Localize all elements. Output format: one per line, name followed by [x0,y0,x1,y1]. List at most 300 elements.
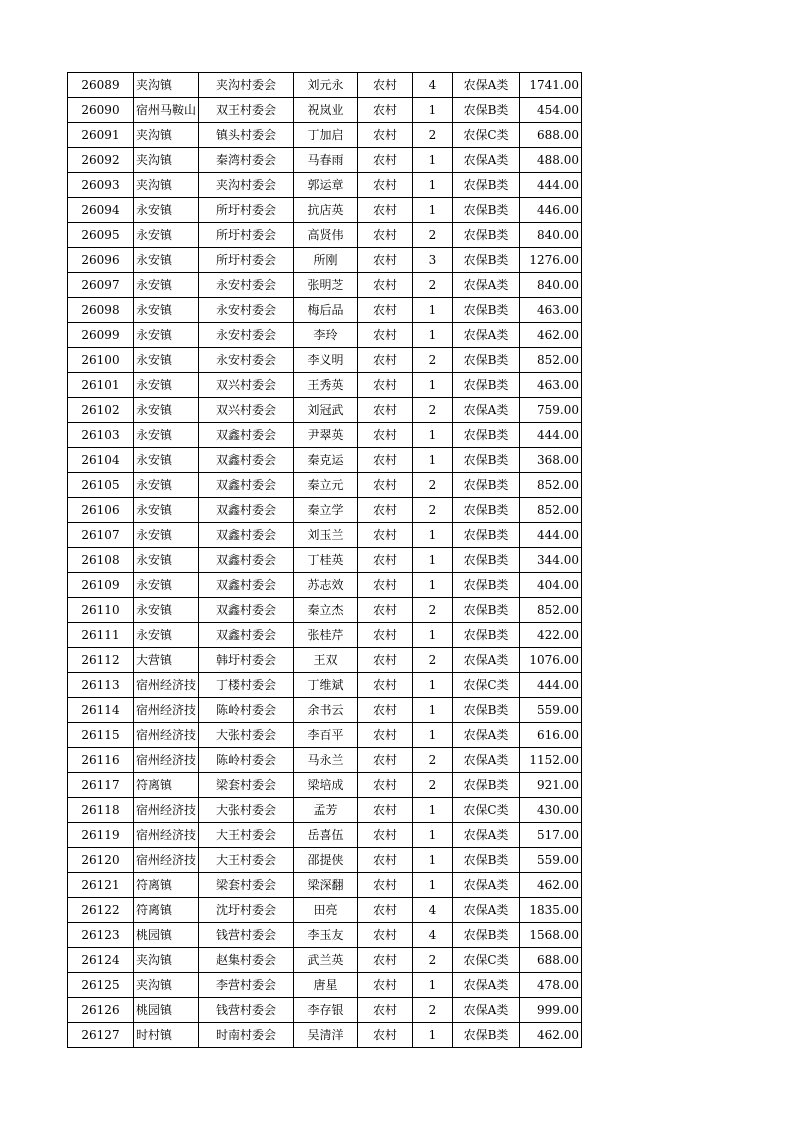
table-row [68,448,582,473]
village-committee-cell: 双兴村委会 [199,373,294,398]
village-committee-cell: 赵集村委会 [199,948,294,973]
household-type-cell: 农村 [358,573,413,598]
person-name-cell: 秦立元 [294,473,358,498]
household-type-cell: 农村 [358,123,413,148]
town-cell: 永安镇 [134,598,199,623]
member-count-cell: 4 [413,898,453,923]
member-count-cell: 1 [413,523,453,548]
member-count-cell: 1 [413,173,453,198]
member-count-cell: 1 [413,298,453,323]
member-count-cell: 1 [413,98,453,123]
member-count-cell: 1 [413,548,453,573]
person-name-cell: 李百平 [294,723,358,748]
member-count-cell: 1 [413,673,453,698]
person-name-cell: 武兰英 [294,948,358,973]
record-id-cell: 26124 [68,948,134,973]
member-count-cell: 1 [413,323,453,348]
person-name-cell: 刘冠武 [294,398,358,423]
person-name-cell: 秦克运 [294,448,358,473]
table-row [68,323,582,348]
village-committee-cell: 李营村委会 [199,973,294,998]
town-cell: 永安镇 [134,373,199,398]
person-name-cell: 田亮 [294,898,358,923]
table-row [68,298,582,323]
person-name-cell: 王双 [294,648,358,673]
village-committee-cell: 夹沟村委会 [199,73,294,98]
record-id-cell: 26098 [68,298,134,323]
record-id-cell: 26123 [68,923,134,948]
village-committee-cell: 双鑫村委会 [199,448,294,473]
town-cell: 永安镇 [134,273,199,298]
record-id-cell: 26091 [68,123,134,148]
record-id-cell: 26122 [68,898,134,923]
record-id-cell: 26094 [68,198,134,223]
record-id-cell: 26097 [68,273,134,298]
person-name-cell: 王秀英 [294,373,358,398]
table-row [68,373,582,398]
amount-cell: 688.00 [520,948,582,973]
town-cell: 宿州经济技 [134,748,199,773]
member-count-cell: 4 [413,73,453,98]
member-count-cell: 1 [413,798,453,823]
amount-cell: 444.00 [520,423,582,448]
village-committee-cell: 双鑫村委会 [199,523,294,548]
village-committee-cell: 钱营村委会 [199,998,294,1023]
insurance-category-cell: 农保C类 [453,123,520,148]
roster-body [68,73,582,1048]
amount-cell: 462.00 [520,1023,582,1048]
town-cell: 夹沟镇 [134,123,199,148]
town-cell: 宿州经济技 [134,673,199,698]
record-id-cell: 26089 [68,73,134,98]
insurance-category-cell: 农保A类 [453,873,520,898]
amount-cell: 404.00 [520,573,582,598]
household-type-cell: 农村 [358,148,413,173]
town-cell: 永安镇 [134,423,199,448]
town-cell: 宿州经济技 [134,798,199,823]
member-count-cell: 4 [413,923,453,948]
insurance-category-cell: 农保B类 [453,373,520,398]
insurance-category-cell: 农保B类 [453,98,520,123]
record-id-cell: 26119 [68,823,134,848]
amount-cell: 852.00 [520,598,582,623]
village-committee-cell: 双鑫村委会 [199,473,294,498]
town-cell: 夹沟镇 [134,973,199,998]
household-type-cell: 农村 [358,498,413,523]
insurance-category-cell: 农保B类 [453,423,520,448]
town-cell: 永安镇 [134,398,199,423]
member-count-cell: 1 [413,698,453,723]
insurance-category-cell: 农保A类 [453,973,520,998]
household-type-cell: 农村 [358,348,413,373]
town-cell: 符离镇 [134,873,199,898]
member-count-cell: 1 [413,873,453,898]
village-committee-cell: 沈圩村委会 [199,898,294,923]
person-name-cell: 丁加启 [294,123,358,148]
household-type-cell: 农村 [358,623,413,648]
insurance-category-cell: 农保A类 [453,898,520,923]
member-count-cell: 2 [413,348,453,373]
household-type-cell: 农村 [358,773,413,798]
household-type-cell: 农村 [358,173,413,198]
table-row [68,573,582,598]
table-row [68,148,582,173]
person-name-cell: 余书云 [294,698,358,723]
village-committee-cell: 大张村委会 [199,798,294,823]
person-name-cell: 刘玉兰 [294,523,358,548]
table-row [68,823,582,848]
household-type-cell: 农村 [358,273,413,298]
town-cell: 永安镇 [134,573,199,598]
amount-cell: 852.00 [520,348,582,373]
amount-cell: 1835.00 [520,898,582,923]
town-cell: 桃园镇 [134,998,199,1023]
record-id-cell: 26115 [68,723,134,748]
town-cell: 符离镇 [134,898,199,923]
town-cell: 宿州经济技 [134,698,199,723]
amount-cell: 344.00 [520,548,582,573]
insurance-category-cell: 农保A类 [453,398,520,423]
village-committee-cell: 所圩村委会 [199,223,294,248]
member-count-cell: 2 [413,223,453,248]
village-committee-cell: 所圩村委会 [199,248,294,273]
town-cell: 宿州经济技 [134,848,199,873]
person-name-cell: 马春雨 [294,148,358,173]
amount-cell: 852.00 [520,473,582,498]
insurance-category-cell: 农保A类 [453,998,520,1023]
record-id-cell: 26126 [68,998,134,1023]
record-id-cell: 26127 [68,1023,134,1048]
village-committee-cell: 镇头村委会 [199,123,294,148]
town-cell: 宿州经济技 [134,823,199,848]
household-type-cell: 农村 [358,373,413,398]
village-committee-cell: 陈岭村委会 [199,748,294,773]
person-name-cell: 孟芳 [294,798,358,823]
village-committee-cell: 双鑫村委会 [199,548,294,573]
village-committee-cell: 夹沟村委会 [199,173,294,198]
insurance-category-cell: 农保C类 [453,673,520,698]
household-type-cell: 农村 [358,423,413,448]
person-name-cell: 张明芝 [294,273,358,298]
record-id-cell: 26108 [68,548,134,573]
person-name-cell: 秦立学 [294,498,358,523]
person-name-cell: 岳喜伍 [294,823,358,848]
town-cell: 时村镇 [134,1023,199,1048]
amount-cell: 616.00 [520,723,582,748]
table-row [68,748,582,773]
insurance-category-cell: 农保B类 [453,698,520,723]
town-cell: 永安镇 [134,323,199,348]
household-type-cell: 农村 [358,598,413,623]
person-name-cell: 所刚 [294,248,358,273]
household-type-cell: 农村 [358,798,413,823]
record-id-cell: 26099 [68,323,134,348]
person-name-cell: 梅后品 [294,298,358,323]
record-id-cell: 26114 [68,698,134,723]
insurance-category-cell: 农保B类 [453,1023,520,1048]
record-id-cell: 26109 [68,573,134,598]
town-cell: 宿州马鞍山 [134,98,199,123]
record-id-cell: 26104 [68,448,134,473]
table-row [68,348,582,373]
household-type-cell: 农村 [358,848,413,873]
village-committee-cell: 梁套村委会 [199,873,294,898]
member-count-cell: 2 [413,998,453,1023]
household-type-cell: 农村 [358,1023,413,1048]
table-row [68,123,582,148]
member-count-cell: 2 [413,598,453,623]
insurance-category-cell: 农保B类 [453,548,520,573]
member-count-cell: 1 [413,973,453,998]
record-id-cell: 26110 [68,598,134,623]
household-type-cell: 农村 [358,548,413,573]
member-count-cell: 1 [413,1023,453,1048]
household-type-cell: 农村 [358,248,413,273]
village-committee-cell: 大张村委会 [199,723,294,748]
record-id-cell: 26092 [68,148,134,173]
table-row [68,398,582,423]
member-count-cell: 1 [413,198,453,223]
person-name-cell: 李存银 [294,998,358,1023]
village-committee-cell: 永安村委会 [199,348,294,373]
person-name-cell: 梁培成 [294,773,358,798]
record-id-cell: 26107 [68,523,134,548]
village-committee-cell: 韩圩村委会 [199,648,294,673]
insurance-category-cell: 农保B类 [453,923,520,948]
member-count-cell: 1 [413,573,453,598]
person-name-cell: 高贤伟 [294,223,358,248]
person-name-cell: 郭运章 [294,173,358,198]
village-committee-cell: 双鑫村委会 [199,423,294,448]
village-committee-cell: 陈岭村委会 [199,698,294,723]
amount-cell: 454.00 [520,98,582,123]
table-row [68,1023,582,1048]
village-committee-cell: 丁楼村委会 [199,673,294,698]
insurance-category-cell: 农保B类 [453,848,520,873]
village-committee-cell: 永安村委会 [199,298,294,323]
village-committee-cell: 双鑫村委会 [199,598,294,623]
person-name-cell: 吴清洋 [294,1023,358,1048]
town-cell: 永安镇 [134,198,199,223]
household-type-cell: 农村 [358,923,413,948]
insurance-category-cell: 农保A类 [453,823,520,848]
table-row [68,873,582,898]
insurance-category-cell: 农保A类 [453,723,520,748]
member-count-cell: 1 [413,423,453,448]
table-row [68,423,582,448]
household-type-cell: 农村 [358,898,413,923]
table-row [68,648,582,673]
table-row [68,723,582,748]
household-type-cell: 农村 [358,323,413,348]
member-count-cell: 2 [413,748,453,773]
person-name-cell: 祝岚业 [294,98,358,123]
household-type-cell: 农村 [358,73,413,98]
insurance-category-cell: 农保B类 [453,598,520,623]
household-type-cell: 农村 [358,398,413,423]
amount-cell: 463.00 [520,298,582,323]
insurance-category-cell: 农保B类 [453,248,520,273]
household-type-cell: 农村 [358,98,413,123]
table-row [68,248,582,273]
household-type-cell: 农村 [358,673,413,698]
town-cell: 永安镇 [134,498,199,523]
record-id-cell: 26118 [68,798,134,823]
amount-cell: 840.00 [520,223,582,248]
village-committee-cell: 秦湾村委会 [199,148,294,173]
amount-cell: 463.00 [520,373,582,398]
insurance-category-cell: 农保A类 [453,323,520,348]
table-row [68,73,582,98]
member-count-cell: 1 [413,448,453,473]
village-committee-cell: 永安村委会 [199,273,294,298]
amount-cell: 462.00 [520,323,582,348]
town-cell: 符离镇 [134,773,199,798]
household-type-cell: 农村 [358,998,413,1023]
village-committee-cell: 永安村委会 [199,323,294,348]
village-committee-cell: 双鑫村委会 [199,623,294,648]
table-row [68,598,582,623]
member-count-cell: 2 [413,773,453,798]
insurance-category-cell: 农保A类 [453,748,520,773]
record-id-cell: 26121 [68,873,134,898]
person-name-cell: 刘元永 [294,73,358,98]
insurance-category-cell: 农保A类 [453,273,520,298]
insurance-category-cell: 农保B类 [453,173,520,198]
table-row [68,998,582,1023]
person-name-cell: 梁深翻 [294,873,358,898]
record-id-cell: 26093 [68,173,134,198]
town-cell: 永安镇 [134,248,199,273]
village-committee-cell: 双王村委会 [199,98,294,123]
amount-cell: 759.00 [520,398,582,423]
member-count-cell: 2 [413,473,453,498]
household-type-cell: 农村 [358,698,413,723]
amount-cell: 422.00 [520,623,582,648]
household-type-cell: 农村 [358,523,413,548]
insurance-category-cell: 农保C类 [453,948,520,973]
member-count-cell: 2 [413,123,453,148]
village-committee-cell: 双兴村委会 [199,398,294,423]
town-cell: 永安镇 [134,548,199,573]
table-row [68,223,582,248]
member-count-cell: 2 [413,398,453,423]
member-count-cell: 1 [413,848,453,873]
person-name-cell: 马永兰 [294,748,358,773]
table-row [68,898,582,923]
amount-cell: 368.00 [520,448,582,473]
member-count-cell: 1 [413,623,453,648]
record-id-cell: 26125 [68,973,134,998]
insurance-category-cell: 农保A类 [453,148,520,173]
insurance-category-cell: 农保B类 [453,298,520,323]
record-id-cell: 26095 [68,223,134,248]
member-count-cell: 2 [413,648,453,673]
record-id-cell: 26111 [68,623,134,648]
household-type-cell: 农村 [358,448,413,473]
amount-cell: 488.00 [520,148,582,173]
person-name-cell: 唐星 [294,973,358,998]
town-cell: 夹沟镇 [134,948,199,973]
table-row [68,273,582,298]
household-type-cell: 农村 [358,748,413,773]
amount-cell: 517.00 [520,823,582,848]
record-id-cell: 26116 [68,748,134,773]
village-committee-cell: 钱营村委会 [199,923,294,948]
insurance-category-cell: 农保B类 [453,348,520,373]
insurance-category-cell: 农保B类 [453,573,520,598]
amount-cell: 840.00 [520,273,582,298]
member-count-cell: 1 [413,148,453,173]
household-type-cell: 农村 [358,823,413,848]
amount-cell: 1741.00 [520,73,582,98]
town-cell: 宿州经济技 [134,723,199,748]
village-committee-cell: 双鑫村委会 [199,573,294,598]
town-cell: 大营镇 [134,648,199,673]
town-cell: 永安镇 [134,448,199,473]
insurance-category-cell: 农保B类 [453,473,520,498]
member-count-cell: 1 [413,723,453,748]
town-cell: 永安镇 [134,523,199,548]
town-cell: 永安镇 [134,223,199,248]
table-row [68,923,582,948]
amount-cell: 999.00 [520,998,582,1023]
amount-cell: 559.00 [520,698,582,723]
household-type-cell: 农村 [358,723,413,748]
household-type-cell: 农村 [358,223,413,248]
member-count-cell: 2 [413,948,453,973]
town-cell: 夹沟镇 [134,148,199,173]
member-count-cell: 3 [413,248,453,273]
record-id-cell: 26096 [68,248,134,273]
person-name-cell: 李玲 [294,323,358,348]
amount-cell: 430.00 [520,798,582,823]
roster-table [67,72,582,1048]
table-row [68,848,582,873]
person-name-cell: 丁桂英 [294,548,358,573]
household-type-cell: 农村 [358,473,413,498]
table-row [68,698,582,723]
amount-cell: 444.00 [520,523,582,548]
table-row [68,198,582,223]
person-name-cell: 抗店英 [294,198,358,223]
village-committee-cell: 双鑫村委会 [199,498,294,523]
record-id-cell: 26117 [68,773,134,798]
town-cell: 永安镇 [134,348,199,373]
person-name-cell: 李玉友 [294,923,358,948]
amount-cell: 1276.00 [520,248,582,273]
person-name-cell: 丁维斌 [294,673,358,698]
insurance-category-cell: 农保A类 [453,648,520,673]
insurance-category-cell: 农保B类 [453,498,520,523]
amount-cell: 446.00 [520,198,582,223]
insurance-category-cell: 农保B类 [453,773,520,798]
town-cell: 永安镇 [134,298,199,323]
table-row [68,798,582,823]
record-id-cell: 26113 [68,673,134,698]
member-count-cell: 1 [413,373,453,398]
record-id-cell: 26112 [68,648,134,673]
record-id-cell: 26090 [68,98,134,123]
table-row [68,948,582,973]
record-id-cell: 26106 [68,498,134,523]
village-committee-cell: 梁套村委会 [199,773,294,798]
village-committee-cell: 大王村委会 [199,848,294,873]
amount-cell: 921.00 [520,773,582,798]
amount-cell: 688.00 [520,123,582,148]
household-type-cell: 农村 [358,648,413,673]
table-row [68,498,582,523]
